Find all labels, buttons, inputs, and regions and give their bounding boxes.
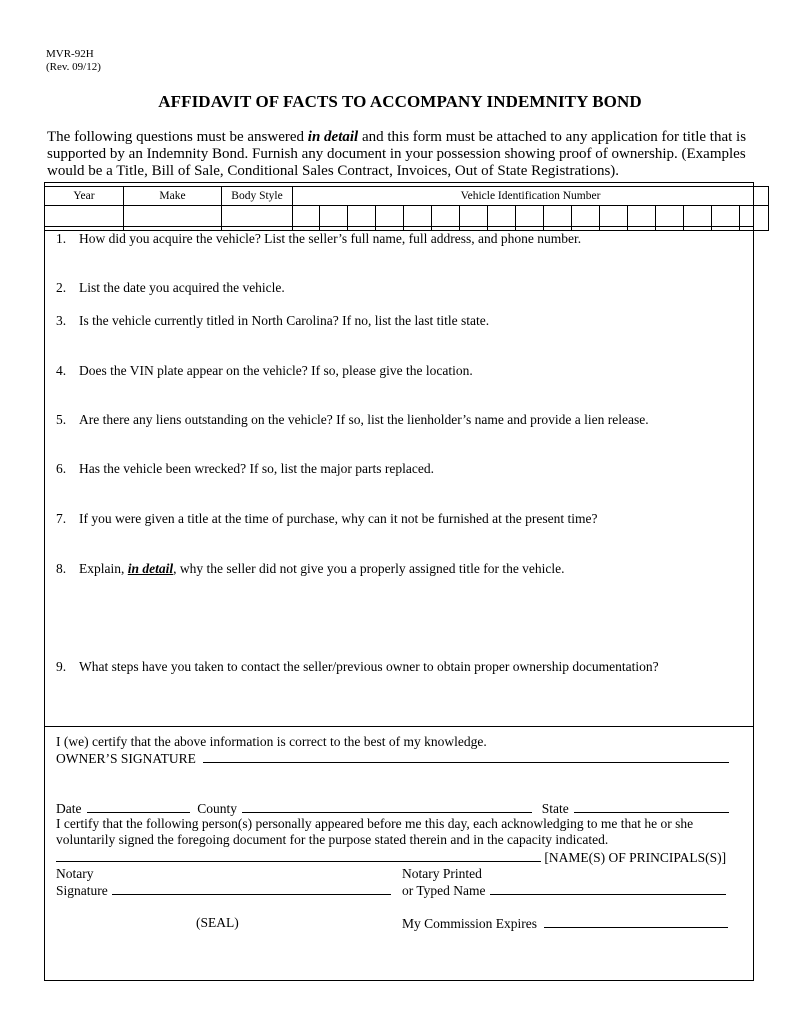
state-line[interactable] [574,800,729,813]
instructions-part-1: The following questions must be answered [47,129,308,145]
certification-divider [44,726,754,727]
county-label: County [197,801,237,816]
date-label: Date [56,801,82,816]
form-code-block [46,48,101,74]
notary-printed-label: Notary Printed [402,866,482,881]
question-1-text: How did you acquire the vehicle? List the seller’s full name, full address, and phone number. [79,231,582,246]
notary-signature-block [56,866,391,899]
vehicle-table-header-row [45,187,769,206]
question-2-text: List the date you acquired the vehicle. [79,280,285,295]
principals-label: [NAME(S) OF PRINCIPALS(S)] [544,850,727,865]
question-4-text: Does the VIN plate appear on the vehicle? If so, please give the location. [79,363,473,378]
question-6: 6. Has the vehicle been wrecked? If so, list the major parts replaced. [56,461,434,476]
notary-statement: I certify that the following person(s) personally appeared before me this day, each acknowledging to me that he or she voluntarily signed the foregoing document for the purpose stated therein and in the capacity indicated. [56,816,694,847]
question-4: 4. Does the VIN plate appear on the vehicle? If so, please give the location. [56,363,473,378]
question-8-emphasis: in detail [127,561,174,576]
county-line[interactable] [242,800,532,813]
state-label: State [541,801,569,816]
commission-label: My Commission Expires [402,916,538,931]
make-header: Make [124,187,222,206]
instructions-part-2: and this form must be attached to any application for title that is supported by an Indemnity Bond. Furnish any document in your possession showing proof of ownership. (Examples would be a Title, Bill of Sale, Conditional Sales Contract, Invoices, Out of State Registrations). [47,129,747,179]
date-line[interactable] [87,800,190,813]
vin-header: Vehicle Identification Number [293,187,769,206]
notary-printed-block [402,866,726,899]
notary-label: Notary [56,866,94,881]
question-5-text: Are there any liens outstanding on the vehicle? If so, list the lienholder’s name and provide a lien release. [79,412,649,427]
question-6-text: Has the vehicle been wrecked? If so, list the major parts replaced. [79,461,434,476]
question-9-text: What steps have you taken to contact the seller/previous owner to obtain proper ownership documentation? [79,659,659,674]
form-revision: (Rev. 09/12) [46,61,101,73]
owner-signature-row [56,750,729,767]
owner-signature-label: OWNER’S SIGNATURE [56,751,196,766]
question-7-text: If you were given a title at the time of purchase, why can it not be furnished at the present time? [79,511,598,526]
notary-signature-line[interactable] [112,882,391,895]
principals-line[interactable] [56,849,541,862]
body-style-header: Body Style [222,187,293,206]
vehicle-info-table [44,186,769,231]
form-code: MVR-92H [46,48,94,60]
commission-row [402,915,728,932]
question-8: 8. Explain, in detail, why the seller did not give you a properly assigned title for the vehicle. [56,561,565,576]
instructions-paragraph [47,129,767,180]
question-3: 3. Is the vehicle currently titled in North Carolina? If no, list the last title state. [56,313,490,328]
questions-top-divider [44,226,754,227]
instructions-emphasis: in detail [307,129,359,145]
question-3-text: Is the vehicle currently titled in North Carolina? If no, list the last title state. [79,313,490,328]
signature-label: Signature [56,883,108,898]
certify-statement: I (we) certify that the above information is correct to the best of my knowledge. [56,734,487,749]
notary-printed-name-line[interactable] [490,882,726,895]
question-1: 1. How did you acquire the vehicle? List the seller’s full name, full address, and phone number. [56,231,582,246]
principals-row [56,849,726,866]
question-7: 7. If you were given a title at the time of purchase, why can it not be furnished at the present time? [56,511,598,526]
question-5: 5. Are there any liens outstanding on the vehicle? If so, list the lienholder’s name and provide a lien release. [56,412,649,427]
year-header: Year [45,187,124,206]
owner-signature-line[interactable] [203,750,729,763]
seal-label: (SEAL) [196,915,239,930]
typed-name-label: or Typed Name [402,883,486,898]
page-title: AFFIDAVIT OF FACTS TO ACCOMPANY INDEMNITY BOND [158,92,642,111]
date-county-state-row [56,800,729,817]
question-2: 2. List the date you acquired the vehicle. [56,280,285,295]
question-9: 9. What steps have you taken to contact the seller/previous owner to obtain proper ownership documentation? [56,659,659,674]
commission-expires-line[interactable] [544,915,728,928]
